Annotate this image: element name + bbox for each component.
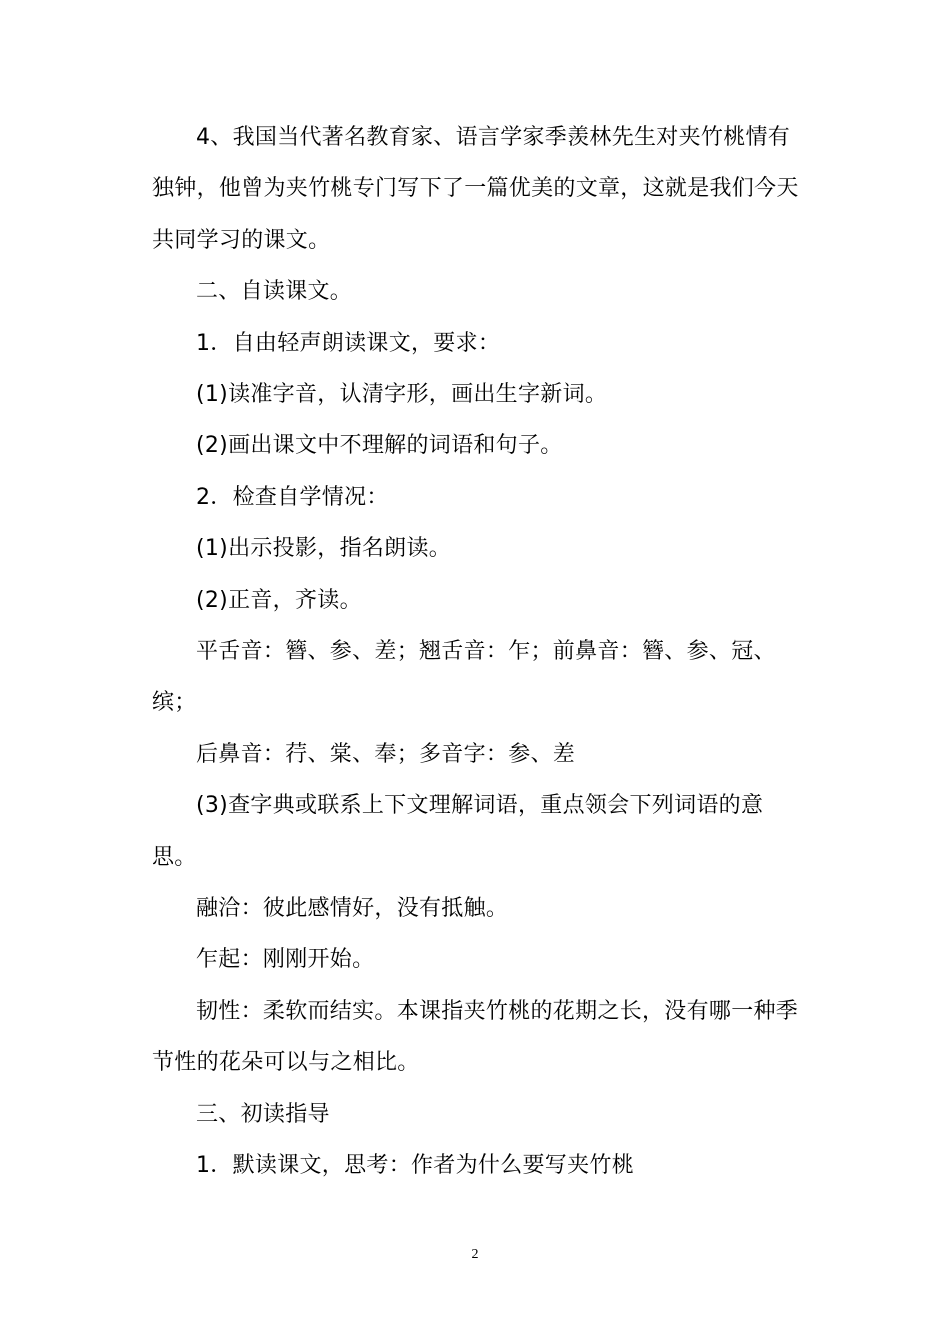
paragraph-line: 后鼻音：荇、棠、奉；多音字：参、差 [196,742,576,767]
paragraph-line: 共同学习的课文。 [152,228,331,253]
paragraph-line: 乍起：刚刚开始。 [196,947,375,972]
paragraph-line: (2)画出课文中不理解的词语和句子。 [196,433,563,458]
page-number: 2 [471,1247,479,1262]
section-heading: 三、初读指导 [196,1102,330,1127]
paragraph-line: (1)读准字音，认清字形，画出生字新词。 [196,382,608,407]
paragraph-line: (1)出示投影，指名朗读。 [196,536,452,561]
paragraph-line: (3)查字典或联系上下文理解词语，重点领会下列词语的意 [196,793,764,818]
paragraph-line: 平舌音：簪、参、差；翘舌音：乍；前鼻音：簪、参、冠、 [196,639,776,664]
paragraph-line: 思。 [152,845,197,870]
paragraph-line: 融洽：彼此感情好，没有抵触。 [196,896,509,921]
paragraph-line: 独钟，他曾为夹竹桃专门写下了一篇优美的文章，这就是我们今天 [152,176,799,201]
section-heading: 二、自读课文。 [196,279,353,304]
paragraph-line: 2．检查自学情况： [196,485,389,510]
paragraph-line: 韧性：柔软而结实。本课指夹竹桃的花期之长，没有哪一种季 [196,999,799,1024]
paragraph-line: 节性的花朵可以与之相比。 [152,1050,420,1075]
paragraph-line: 4、我国当代著名教育家、语言学家季羡林先生对夹竹桃情有 [196,125,791,150]
paragraph-line: 缤； [152,690,197,715]
paragraph-line: 1．自由轻声朗读课文，要求： [196,331,501,356]
paragraph-line: 1．默读课文，思考：作者为什么要写夹竹桃 [196,1153,634,1178]
paragraph-line: (2)正音，齐读。 [196,588,362,613]
